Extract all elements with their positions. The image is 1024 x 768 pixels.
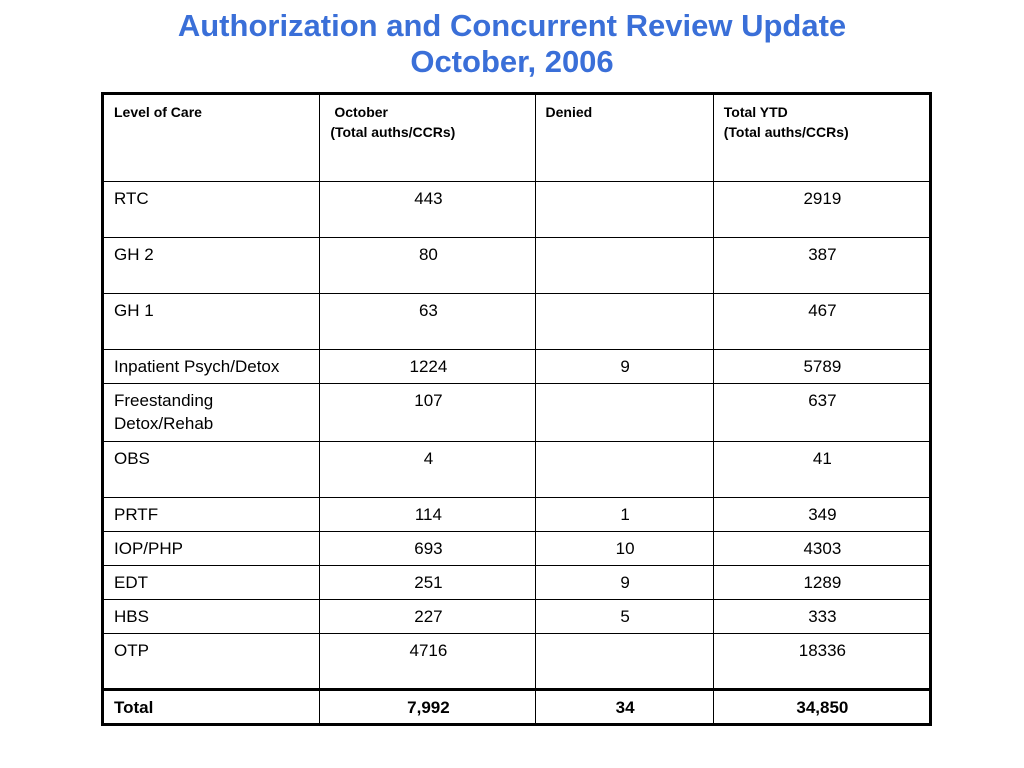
cell-level: OTP: [103, 634, 320, 690]
table-row: [103, 294, 931, 350]
total-denied: 34: [535, 690, 713, 725]
cell-level: HBS: [103, 600, 320, 634]
cell-level: GH 1: [103, 294, 320, 350]
cell-october: 443: [320, 182, 535, 238]
cell-level: Inpatient Psych/Detox: [103, 350, 320, 384]
cell-denied: [535, 182, 713, 238]
table-row: [103, 384, 931, 442]
cell-ytd: 2919: [713, 182, 930, 238]
table-row: [103, 600, 931, 634]
cell-denied: [535, 442, 713, 498]
table-row: [103, 498, 931, 532]
table-row: [103, 442, 931, 498]
title-line-2: October, 2006: [410, 44, 614, 79]
cell-level: OBS: [103, 442, 320, 498]
cell-october: 107: [320, 384, 535, 442]
cell-october: 4: [320, 442, 535, 498]
cell-level: PRTF: [103, 498, 320, 532]
cell-october: 114: [320, 498, 535, 532]
table-row: [103, 238, 931, 294]
header-denied: Denied: [535, 94, 713, 182]
cell-denied: 10: [535, 532, 713, 566]
cell-level: Freestanding Detox/Rehab: [103, 384, 320, 442]
cell-ytd: 41: [713, 442, 930, 498]
cell-level: RTC: [103, 182, 320, 238]
cell-october: 251: [320, 566, 535, 600]
header-october: October (Total auths/CCRs): [320, 94, 535, 182]
authorization-table: [101, 92, 932, 726]
header-row: [103, 94, 931, 182]
cell-denied: [535, 634, 713, 690]
title-line-1: Authorization and Concurrent Review Update: [177, 8, 847, 43]
cell-ytd: 5789: [713, 350, 930, 384]
cell-denied: 5: [535, 600, 713, 634]
cell-ytd: 467: [713, 294, 930, 350]
cell-october: 4716: [320, 634, 535, 690]
table-row: [103, 532, 931, 566]
cell-denied: 9: [535, 350, 713, 384]
cell-denied: 9: [535, 566, 713, 600]
cell-denied: [535, 238, 713, 294]
cell-denied: 1: [535, 498, 713, 532]
header-level-of-care: Level of Care: [103, 94, 320, 182]
total-ytd: 34,850: [713, 690, 930, 725]
cell-level: EDT: [103, 566, 320, 600]
table-row: [103, 182, 931, 238]
cell-ytd: 333: [713, 600, 930, 634]
cell-october: 80: [320, 238, 535, 294]
table-row: [103, 634, 931, 690]
total-label: Total: [103, 690, 320, 725]
page-title: [0, 8, 1024, 80]
cell-ytd: 387: [713, 238, 930, 294]
total-row: [103, 690, 931, 725]
cell-level: GH 2: [103, 238, 320, 294]
cell-denied: [535, 384, 713, 442]
cell-october: 693: [320, 532, 535, 566]
cell-denied: [535, 294, 713, 350]
cell-ytd: 637: [713, 384, 930, 442]
cell-ytd: 349: [713, 498, 930, 532]
header-total-ytd: Total YTD (Total auths/CCRs): [713, 94, 930, 182]
table-row: [103, 350, 931, 384]
table-row: [103, 566, 931, 600]
cell-ytd: 4303: [713, 532, 930, 566]
cell-ytd: 1289: [713, 566, 930, 600]
cell-october: 63: [320, 294, 535, 350]
cell-october: 1224: [320, 350, 535, 384]
cell-ytd: 18336: [713, 634, 930, 690]
cell-october: 227: [320, 600, 535, 634]
total-october: 7,992: [320, 690, 535, 725]
cell-level: IOP/PHP: [103, 532, 320, 566]
